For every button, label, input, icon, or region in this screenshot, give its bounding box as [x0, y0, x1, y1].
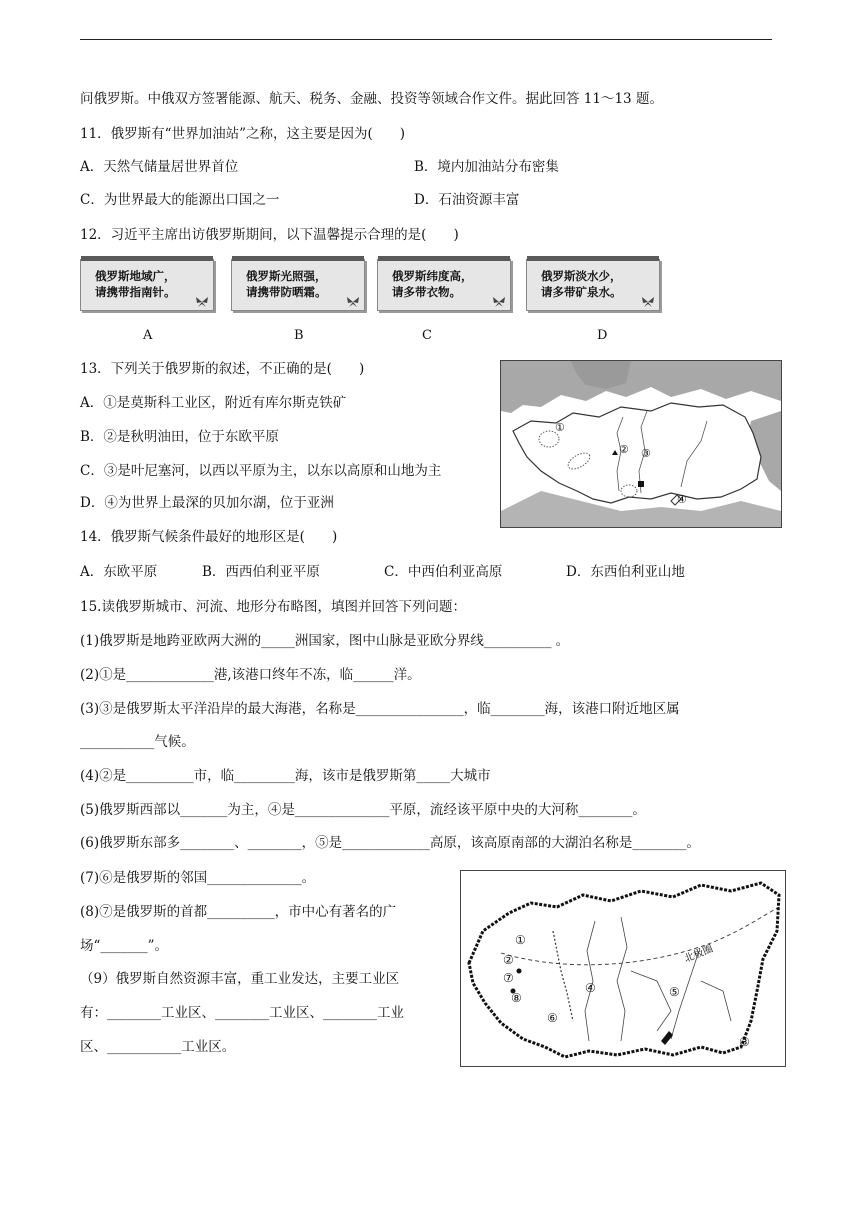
- butterfly-icon: [195, 297, 209, 307]
- q13-option-c[interactable]: C．③是叶尼塞河，以西以平原为主，以东以高原和山地为主: [80, 463, 442, 479]
- q15-marker-4: ④: [585, 981, 596, 995]
- q15-line-3b: ___________气候。: [80, 734, 195, 750]
- q15-line-2: (2)①是_____________港,该港口终年不冻，临______洋。: [80, 667, 421, 683]
- q12-card-b[interactable]: [231, 259, 365, 311]
- q15-line-7: (7)⑥是俄罗斯的邻国______________。: [80, 870, 316, 886]
- q12-stem: 12．习近平主席出访俄罗斯期间，以下温馨提示合理的是( ): [80, 227, 459, 243]
- q12-card-d[interactable]: [526, 259, 660, 311]
- q13-marker-2: ②: [619, 443, 629, 456]
- q13-option-a[interactable]: A．①是莫斯科工业区，附近有库尔斯克铁矿: [80, 395, 347, 411]
- q15-map-graphic: [461, 871, 785, 1066]
- butterfly-icon: [492, 297, 506, 307]
- q15-stem: 15.读俄罗斯城市、河流、地形分布略图，填图并回答下列问题：: [80, 599, 466, 615]
- q13-russia-map: [500, 360, 782, 528]
- q15-line-8: (8)⑦是俄罗斯的首都__________，市中心有著名的广: [80, 904, 397, 920]
- q12-card-c[interactable]: [377, 259, 511, 311]
- q12-card-a[interactable]: [80, 259, 214, 311]
- q15-marker-5: ⑤: [669, 985, 680, 999]
- butterfly-icon: [346, 297, 360, 307]
- q13-stem: 13．下列关于俄罗斯的叙述，不正确的是( ): [80, 361, 365, 377]
- q13-option-b[interactable]: B．②是秋明油田，位于东欧平原: [80, 429, 279, 445]
- butterfly-icon: [641, 297, 655, 307]
- card-ribbon: [378, 256, 510, 261]
- q15-marker-8: ⑧: [511, 991, 522, 1005]
- q12-label-c: C: [422, 328, 432, 343]
- q13-option-d[interactable]: D．④为世界上最深的贝加尔湖，位于亚洲: [80, 495, 334, 511]
- q14-option-b[interactable]: B．西西伯利亚平原: [202, 564, 320, 580]
- q12-label-a: A: [143, 328, 153, 343]
- q15-russia-map: [460, 870, 786, 1067]
- q15-marker-1: ①: [515, 933, 526, 947]
- q15-line-6: (6)俄罗斯东部多________、________，⑤是_____________高原，该高原南部的大湖泊名称是________。: [80, 835, 700, 851]
- q13-marker-4: ④: [677, 493, 687, 506]
- q14-stem: 14．俄罗斯气候条件最好的地形区是( ): [80, 529, 338, 545]
- q14-option-c[interactable]: C．中西伯利亚高原: [384, 564, 503, 580]
- q14-option-d[interactable]: D．东西伯利亚山地: [566, 564, 685, 580]
- q15-line-9c: 区、___________工业区。: [80, 1039, 236, 1055]
- q11-stem: 11．俄罗斯有“世界加油站”之称，这主要是因为( ): [80, 126, 406, 142]
- q12-label-b: B: [294, 328, 304, 343]
- q15-line-3: (3)③是俄罗斯太平洋沿岸的最大海港，名称是________________，临________海，该港口附近地区属: [80, 701, 680, 717]
- q15-marker-2: ②: [503, 953, 514, 967]
- q15-line-1: (1)俄罗斯是地跨亚欧两大洲的_____洲国家，图中山脉是亚欧分界线__________ 。: [80, 633, 570, 649]
- q13-marker-3: ③: [641, 447, 651, 460]
- q15-line-5: (5)俄罗斯西部以_______为主，④是______________平原，流经该平原中央的大河称________。: [80, 802, 646, 818]
- q15-marker-7: ⑦: [503, 971, 514, 985]
- header-rule: [80, 39, 772, 40]
- card-ribbon: [232, 256, 364, 261]
- q12-label-d: D: [597, 328, 608, 343]
- q15-line-9: （9）俄罗斯自然资源丰富，重工业发达，主要工业区: [80, 971, 400, 987]
- intro-text: 问俄罗斯。中俄双方签署能源、航天、税务、金融、投资等领域合作文件。据此回答 11～13 题。: [80, 91, 663, 107]
- q15-line-4: (4)②是__________市，临_________海，该市是俄罗斯第_____大城市: [80, 768, 491, 784]
- q13-map-graphic: [501, 361, 781, 527]
- q12-card-a-text: 俄罗斯地域广， 请携带指南针。: [95, 269, 176, 299]
- q14-option-a[interactable]: A．东欧平原: [80, 564, 158, 580]
- q12-card-d-text: 俄罗斯淡水少， 请多带矿泉水。: [541, 269, 622, 299]
- q15-marker-6: ⑥: [547, 1011, 558, 1025]
- q11-option-d[interactable]: D．石油资源丰富: [414, 192, 520, 208]
- q13-marker-1: ①: [555, 421, 565, 434]
- card-ribbon: [81, 256, 213, 261]
- q12-card-c-text: 俄罗斯纬度高， 请多带衣物。: [392, 269, 473, 299]
- q11-option-c[interactable]: C．为世界最大的能源出口国之一: [80, 192, 280, 208]
- q15-line-9b: 有：________工业区、________工业区、________工业: [80, 1005, 404, 1021]
- q11-option-b[interactable]: B．境内加油站分布密集: [414, 159, 559, 175]
- q15-marker-3: ③: [739, 1035, 750, 1049]
- card-ribbon: [527, 256, 659, 261]
- q15-line-8b: 场“_______”。: [80, 938, 169, 954]
- q12-card-b-text: 俄罗斯光照强， 请携带防晒霜。: [246, 269, 327, 299]
- q11-option-a[interactable]: A．天然气储量居世界首位: [80, 159, 239, 175]
- q15-arctic-circle-label: 北极圈: [682, 943, 715, 966]
